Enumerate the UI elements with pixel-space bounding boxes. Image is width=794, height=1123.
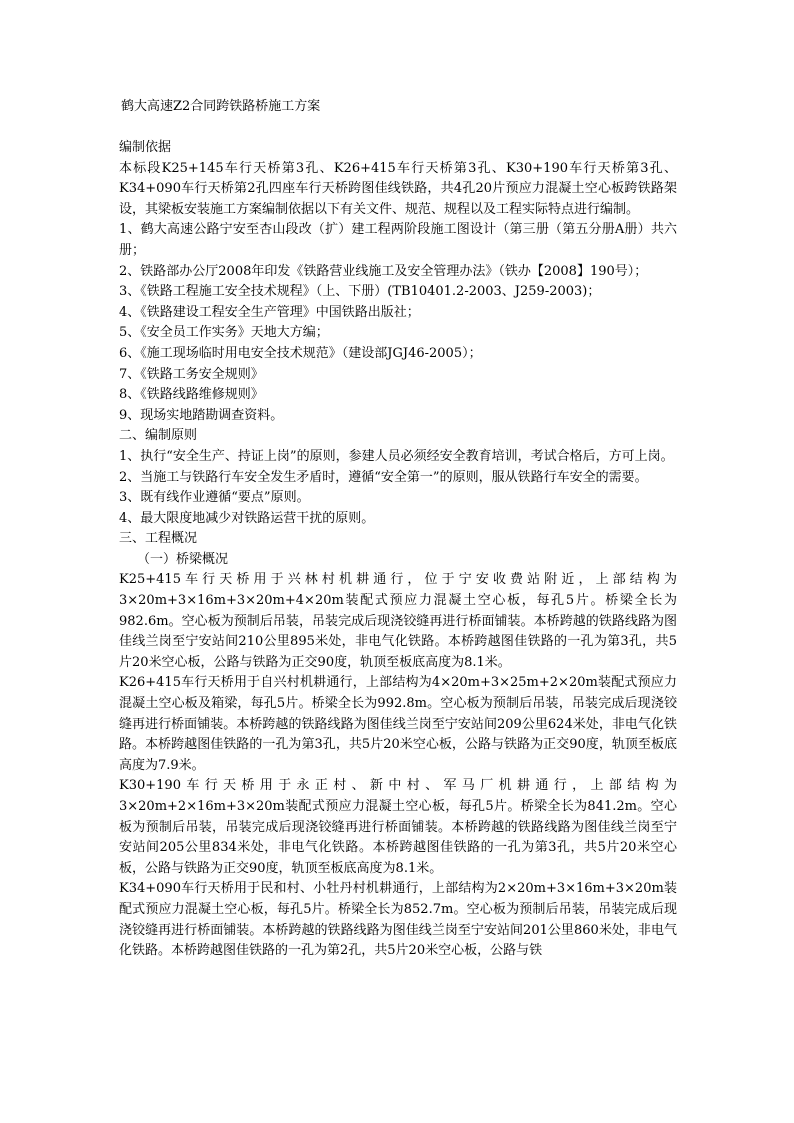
list-item-principle-1: 1、执行“安全生产、持证上岗”的原则，参建人员必须经安全教育培训，考试合格后，方可上岗。: [119, 448, 674, 464]
section-heading-principles: 二、编制原则: [119, 428, 198, 444]
list-item-basis-4: 4、《铁路建设工程安全生产管理》中国铁路出版社；: [119, 304, 420, 320]
list-item-principle-2: 2、当施工与铁路行车安全发生矛盾时，遵循“安全第一”的原则，服从铁路行车安全的需要。: [119, 469, 648, 485]
list-item-basis-9: 9、现场实地踏勘调查资料。: [119, 407, 284, 423]
paragraph-bridge-k26: K26+415车行天桥用于自兴村机耕通行，上部结构为4×20m+3×25m+2×20m装配式预应力混凝土空心板及箱梁，每孔5片。桥梁全长为992.8m。空心板为预制后吊装，吊装完成后现浇铰缝再进行桥面铺装。本桥跨越的铁路线路为图佳线兰岗至宁安站间209公里624米处，非电气化铁路。本桥跨越图佳铁路的一孔为第3孔，共5片20米空心板，公路与铁路为正交90度，轨顶至板底高度为7.9米。: [119, 675, 677, 773]
list-item-basis-5: 5、《安全员工作实务》天地大方编；: [119, 325, 329, 341]
list-item-basis-8: 8、《铁路线路维修规则》: [119, 387, 264, 403]
list-item-basis-6: 6、《施工现场临时用电安全技术规范》（建设部JGJ46-2005）；: [119, 345, 482, 361]
document-body: [119, 138, 677, 962]
paragraph-bridge-k34: K34+090车行天桥用于民和村、小牡丹村机耕通行，上部结构为2×20m+3×16m+3×20m装配式预应力混凝土空心板，每孔5片。桥梁全长为852.7m。空心板为预制后吊装，吊装完成后现浇铰缝再进行桥面铺装。本桥跨越的铁路线路为图佳线兰岗至宁安站间201公里860米处，非电气化铁路。本桥跨越图佳铁路的一孔为第2孔，共5片20米空心板，公路与铁: [119, 881, 677, 959]
list-item-principle-4: 4、最大限度地减少对铁路运营干扰的原则。: [119, 510, 375, 526]
paragraph-intro: 本标段K25+145车行天桥第3孔、K26+415车行天桥第3孔、K30+190车行天桥第3孔、K34+090车行天桥第2孔四座车行天桥跨图佳线铁路，共4孔20片预应力混凝土空心板跨铁路架设，其梁板安装施工方案编制依据以下有关文件、规范、规程以及工程实际特点进行编制。: [119, 160, 677, 217]
list-item-principle-3: 3、既有线作业遵循“要点”原则。: [119, 490, 310, 506]
document-title: 鹤大高速Z2合同跨铁路桥施工方案: [121, 99, 321, 114]
list-item-basis-1: 1、鹤大高速公路宁安至杏山段改（扩）建工程两阶段施工图设计（第三册（第五分册A册）共六册；: [119, 222, 677, 258]
section-heading-basis: 编制依据: [119, 140, 172, 155]
section-heading-overview: 三、工程概况: [119, 531, 198, 547]
paragraph-bridge-k30: K30+190车行天桥用于永正村、新中村、军马厂机耕通行，上部结构为3×20m+2×16m+3×20m装配式预应力混凝土空心板，每孔5片。桥梁全长为841.2m。空心板为预制后吊装，吊装完成后现浇铰缝再进行桥面铺装。本桥跨越的铁路线路为图佳线兰岗至宁安站间205公里834米处，非电气化铁路。本桥跨越图佳铁路的一孔为第3孔，共5片20米空心板，公路与铁路为正交90度，轨顶至板底高度为8.1米。: [119, 778, 677, 876]
paragraph-bridge-k25: K25+415车行天桥用于兴林村机耕通行，位于宁安收费站附近，上部结构为3×20m+3×16m+3×20m+4×20m装配式预应力混凝土空心板，每孔5片。桥梁全长为982.6m。空心板为预制后吊装，吊装完成后现浇铰缝再进行桥面铺装。本桥跨越的铁路线路为图佳线兰岗至宁安站间210公里895米处，非电气化铁路。本桥跨越图佳铁路的一孔为第3孔，共5片20米空心板，公路与铁路为正交90度，轨顶至板底高度为8.1米。: [119, 572, 677, 670]
list-item-basis-7: 7、《铁路工务安全规则》: [119, 366, 264, 382]
list-item-basis-2: 2、铁路部办公厅2008年印发《铁路营业线施工及安全管理办法》（铁办【2008】190号）；: [119, 263, 648, 279]
subsection-heading-bridges: （一）桥梁概况: [137, 551, 229, 567]
list-item-basis-3: 3、《铁路工程施工安全技术规程》（上、下册）(TB10401.2-2003、J259-2003)；: [119, 284, 601, 300]
